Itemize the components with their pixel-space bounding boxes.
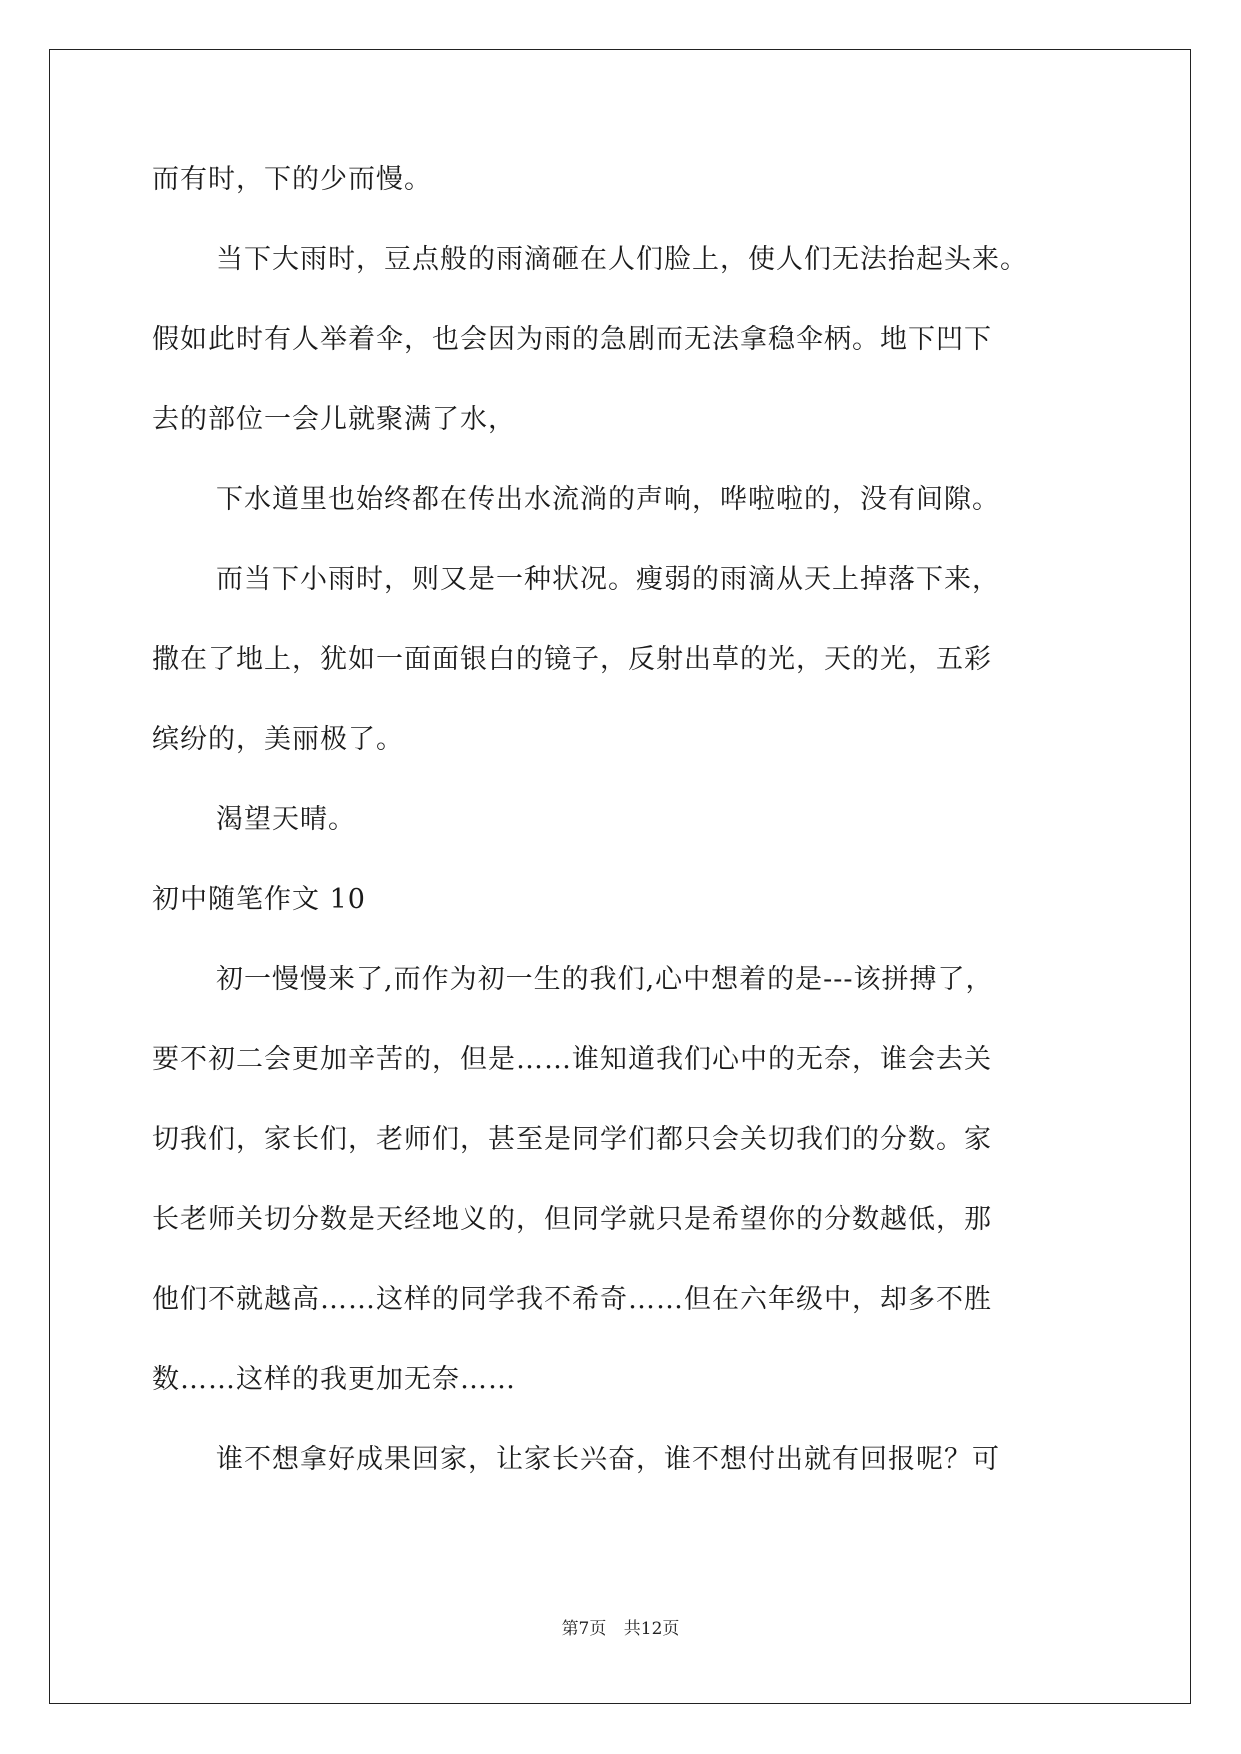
text-line: 而当下小雨时，则又是一种状况。瘦弱的雨滴从天上掉落下来， [216,564,1000,595]
text-line: 假如此时有人举着伞，也会因为雨的急剧而无法拿稳伞柄。地下凹下 [152,324,992,355]
text-line: 要不初二会更加辛苦的，但是……谁知道我们心中的无奈，谁会去关 [152,1044,992,1075]
text-line: 下水道里也始终都在传出水流淌的声响，哗啦啦的，没有间隙。 [216,484,1000,515]
text-line: 谁不想拿好成果回家，让家长兴奋，谁不想付出就有回报呢？可 [216,1444,1000,1475]
text-line: 渴望天晴。 [216,804,356,835]
text-line: 而有时，下的少而慢。 [152,164,432,195]
text-line: 去的部位一会儿就聚满了水， [152,404,516,435]
page-total: 共12页 [623,1619,680,1639]
text-line: 初一慢慢来了,而作为初一生的我们,心中想着的是---该拼搏了， [216,964,994,995]
text-line: 缤纷的，美丽极了。 [152,724,404,755]
text-line: 长老师关切分数是天经地义的，但同学就只是希望你的分数越低，那 [152,1204,992,1235]
text-line: 撒在了地上，犹如一面面银白的镜子，反射出草的光，天的光，五彩 [152,644,992,675]
text-line: 切我们，家长们，老师们，甚至是同学们都只会关切我们的分数。家 [152,1124,992,1155]
section-heading: 初中随笔作文 10 [152,884,366,915]
text-line: 当下大雨时，豆点般的雨滴砸在人们脸上，使人们无法抬起头来。 [216,244,1028,275]
text-line: 数……这样的我更加无奈…… [152,1364,516,1395]
page-number: 第7页 [561,1619,607,1639]
page-footer [0,1617,1241,1641]
text-line: 他们不就越高……这样的同学我不希奇……但在六年级中，却多不胜 [152,1284,992,1315]
